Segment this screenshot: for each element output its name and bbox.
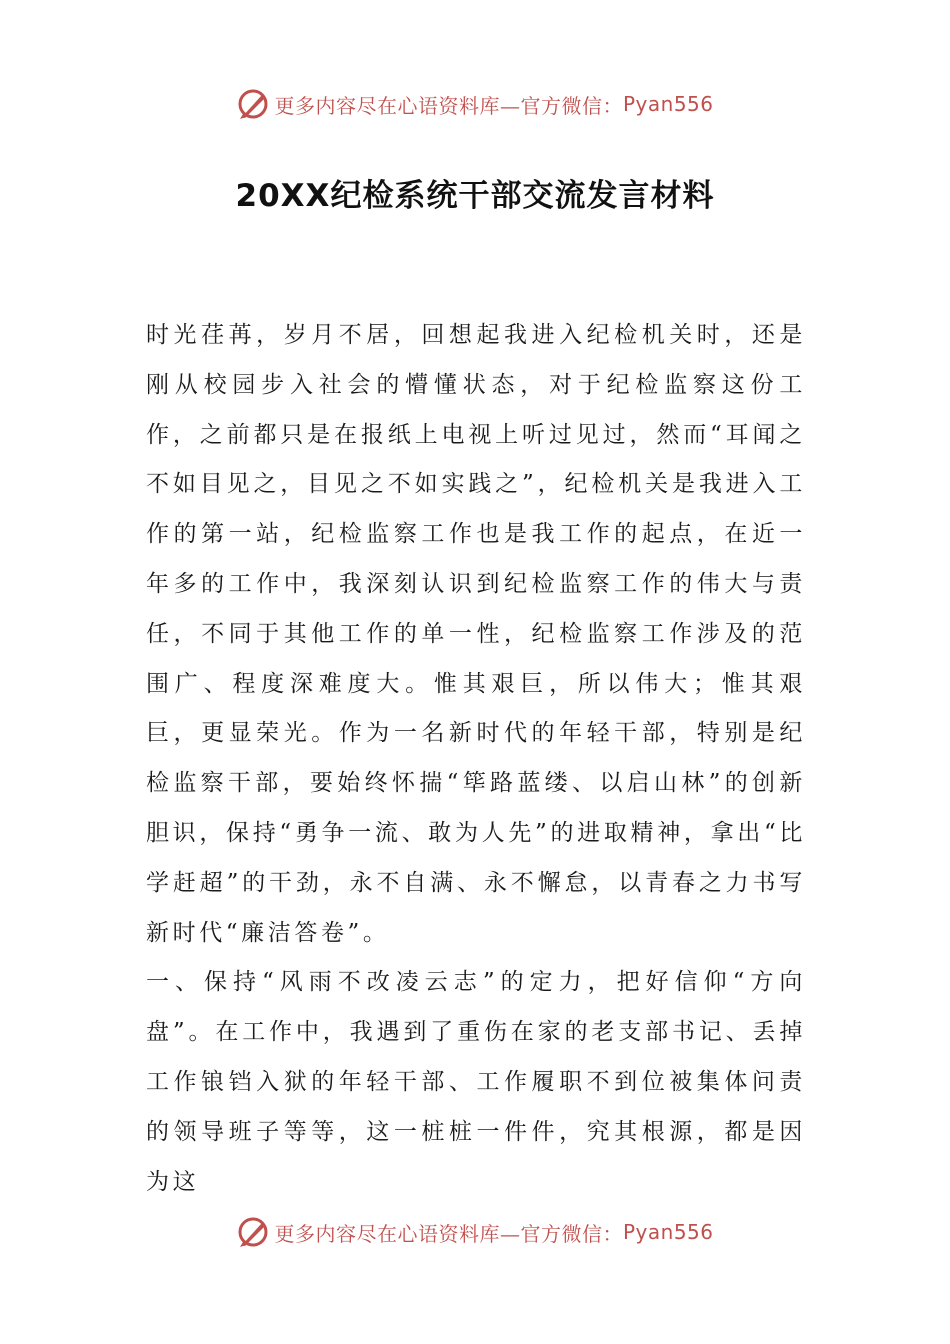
document-title: 20XX纪检系统干部交流发言材料 (235, 178, 715, 214)
paragraph: 一、保持“风雨不改凌云志”的定力，把好信仰“方向盘”。在工作中，我遇到了重伤在家的老支部书记、丢掉工作锒铛入狱的年轻干部、工作履职不到位被集体问责的领导班子等等，这一桩桩一件件，究其根源，都是因为这 (146, 969, 806, 1195)
footer-banner-brand: Pyan556 (622, 1220, 714, 1244)
pen-logo-icon (236, 1215, 270, 1249)
footer-banner-text: 更多内容尽在心语资料库—官方微信： (274, 1221, 623, 1246)
footer-banner (0, 1212, 950, 1252)
header-banner-brand: Pyan556 (622, 92, 714, 116)
pen-logo-icon (236, 87, 270, 121)
document-body (146, 311, 806, 1207)
header-banner-text: 更多内容尽在心语资料库—官方微信： (274, 93, 623, 118)
paragraph: 时光荏苒，岁月不居，回想起我进入纪检机关时，还是刚从校园步入社会的懵懂状态，对于纪检监察这份工作，之前都只是在报纸上电视上听过见过，然而“耳闻之不如目见之，目见之不如实践之”，纪检机关是我进入工作的第一站，纪检监察工作也是我工作的起点，在近一年多的工作中，我深刻认识到纪检监察工作的伟大与责任，不同于其他工作的单一性，纪检监察工作涉及的范围广、程度深难度大。惟其艰巨，所以伟大；惟其艰巨，更显荣光。作为一名新时代的年轻干部，特别是纪检监察干部，要始终怀揣“筚路蓝缕、以启山林”的创新胆识，保持“勇争一流、敢为人先”的进取精神，拿出“比学赶超”的干劲，永不自满、永不懈怠，以青春之力书写新时代“廉洁答卷”。 (146, 322, 806, 946)
header-banner (0, 84, 950, 124)
